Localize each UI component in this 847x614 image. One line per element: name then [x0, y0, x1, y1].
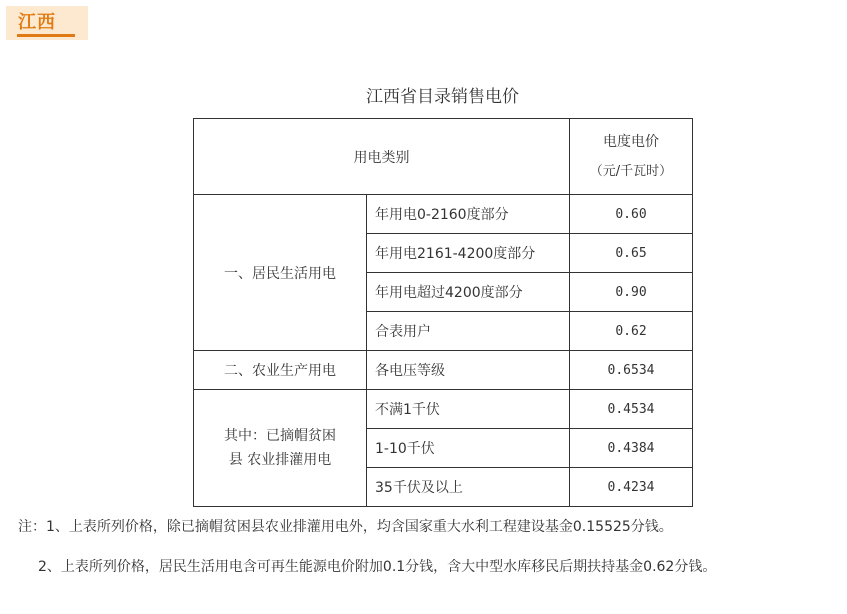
note-1: 注：1、上表所列价格，除已摘帽贫困县农业排灌用电外，均含国家重大水利工程建设基金0.15525分钱。	[18, 519, 673, 535]
sub-category: 年用电2161-4200度部分	[367, 234, 570, 273]
price-cell: 0.4384	[570, 429, 693, 468]
price-cell: 0.62	[570, 312, 693, 351]
table-title: 江西省目录销售电价	[366, 87, 519, 107]
sub-category: 年用电超过4200度部分	[367, 273, 570, 312]
header-price	[570, 119, 693, 195]
sub-category: 1-10千伏	[367, 429, 570, 468]
group-category-agriculture: 二、农业生产用电	[194, 351, 367, 390]
group-category-residential: 一、居民生活用电	[194, 195, 367, 351]
header-category: 用电类别	[194, 119, 570, 195]
price-table	[193, 118, 693, 507]
sub-category: 35千伏及以上	[367, 468, 570, 507]
province-label: 江西	[18, 12, 56, 33]
group-category-poverty-irrigation	[194, 390, 367, 507]
group-category-line1: 其中：已摘帽贫困	[224, 428, 336, 444]
table-row	[194, 195, 693, 234]
header-price-line2: （元/千瓦时）	[589, 163, 673, 179]
note-2: 2、上表所列价格，居民生活用电含可再生能源电价附加0.1分钱，含大中型水库移民后期扶持基金0.62分钱。	[38, 559, 717, 575]
price-cell: 0.90	[570, 273, 693, 312]
header-price-line1: 电度电价	[603, 133, 659, 150]
sub-category: 各电压等级	[367, 351, 570, 390]
sub-category: 合表用户	[367, 312, 570, 351]
price-cell: 0.4234	[570, 468, 693, 507]
price-cell: 0.65	[570, 234, 693, 273]
table-header-row	[194, 119, 693, 195]
province-underline	[17, 34, 75, 37]
price-cell: 0.4534	[570, 390, 693, 429]
price-cell: 0.60	[570, 195, 693, 234]
table-row	[194, 351, 693, 390]
table-row	[194, 390, 693, 429]
price-cell: 0.6534	[570, 351, 693, 390]
sub-category: 年用电0-2160度部分	[367, 195, 570, 234]
sub-category: 不满1千伏	[367, 390, 570, 429]
group-category-line2: 县 农业排灌用电	[228, 452, 332, 468]
